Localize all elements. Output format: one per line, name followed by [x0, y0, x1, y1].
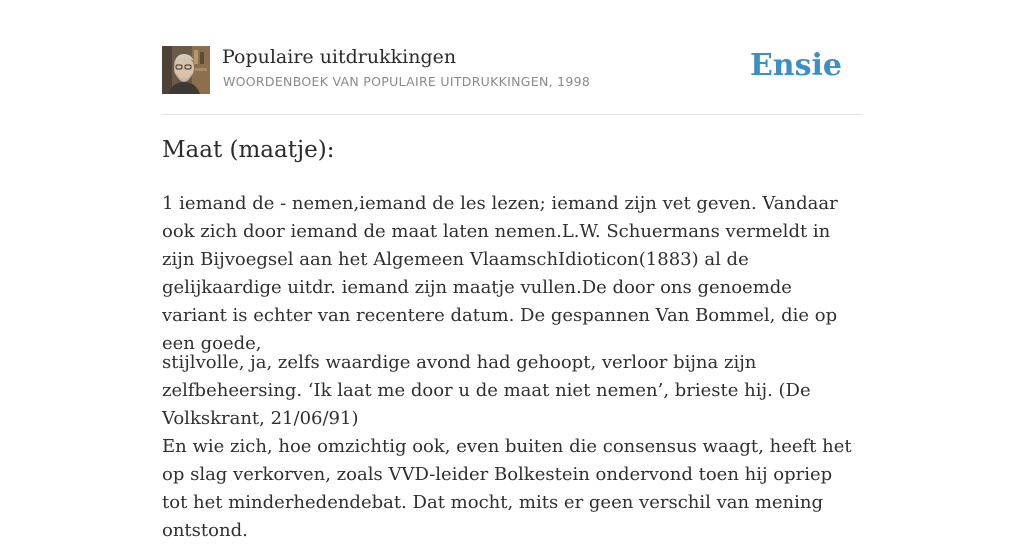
- author-portrait-icon: [162, 46, 210, 94]
- entry-paragraph-2: stijlvolle, ja, zelfs waardige avond had gehoopt, verloor bijna zijn zelfbeheersing. ‘Ik laat me door u de maat niet nemen’, brieste hij. (De Volkskrant, 21/06/91): [162, 352, 811, 429]
- brand-logo[interactable]: Ensie: [749, 48, 842, 83]
- entry-title: Maat (maatje):: [162, 137, 335, 163]
- source-subtitle: WOORDENBOEK VAN POPULAIRE UITDRUKKINGEN, 1998: [223, 74, 591, 89]
- entry-paragraph-1: 1 iemand de - nemen,iemand de les lezen; iemand zijn vet geven. Vandaar ook zich door iemand de maat laten nemen.L.W. Schuermans vermeldt in zijn Bijvoegsel aan het Algemeen VlaamschIdioticon(1883) al de gelijkaardige uitdr. iemand zijn maatje vullen.De door ons genoemde variant is echter van recentere datum. De gespannen Van Bommel, die op een goede,: [162, 193, 838, 354]
- entry-paragraph-3: En wie zich, hoe omzichtig ook, even buiten die consensus waagt, heeft het op slag verkorven, zoals VVD-leider Bolkestein ondervond toen hij opriep tot het minderhedendebat. Dat mocht, mits er geen verschil van mening ontstond.: [162, 436, 852, 541]
- source-title[interactable]: Populaire uitdrukkingen: [222, 46, 457, 68]
- source-header: [162, 46, 862, 115]
